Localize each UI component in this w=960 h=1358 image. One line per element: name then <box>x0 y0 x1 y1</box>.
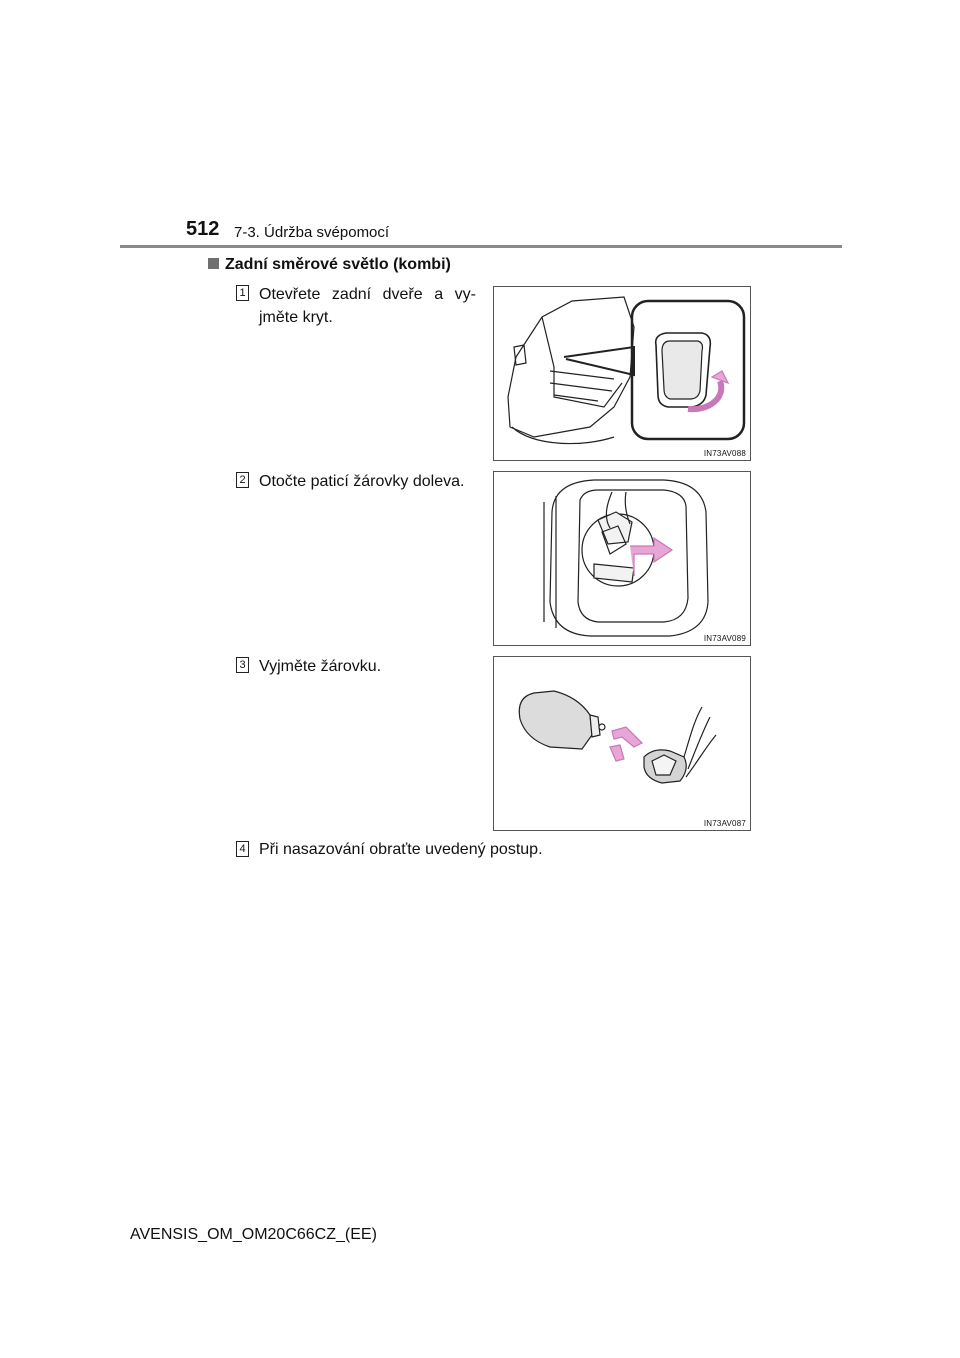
section-title: 7-3. Údržba svépomocí <box>234 224 390 241</box>
car-trunk-cover-icon <box>494 287 750 460</box>
bulb-socket-rotate-icon <box>494 472 750 645</box>
step-text-2: Otočte paticí žárovky doleva. <box>259 473 465 490</box>
figure-1 <box>493 286 751 461</box>
page-number: 512 <box>186 218 220 240</box>
header-rule <box>120 245 842 248</box>
bulb-removal-icon <box>494 657 750 830</box>
figure-3-code: IN73AV087 <box>703 819 746 828</box>
section-heading <box>208 256 451 274</box>
heading-text: Zadní směrové světlo (kombi) <box>225 256 451 273</box>
step-number-3: 3 <box>236 657 249 673</box>
step-text-1 <box>259 283 476 329</box>
figure-2 <box>493 471 751 646</box>
heading-square-icon <box>208 258 219 269</box>
figure-1-code: IN73AV088 <box>703 449 746 458</box>
step-number-2: 2 <box>236 472 249 488</box>
step-number-1: 1 <box>236 285 249 301</box>
figure-2-code: IN73AV089 <box>703 634 746 643</box>
step-text-1-line1: Otevřete zadní dveře a vy- <box>259 286 476 303</box>
step-text-3: Vyjměte žárovku. <box>259 658 382 675</box>
figure-3 <box>493 656 751 831</box>
footer-document-code: AVENSIS_OM_OM20C66CZ_(EE) <box>130 1226 377 1243</box>
step-text-1-line2: jměte kryt. <box>259 309 333 326</box>
step-number-4: 4 <box>236 841 249 857</box>
step-text-4: Při nasazování obraťte uvedený postup. <box>259 841 543 858</box>
